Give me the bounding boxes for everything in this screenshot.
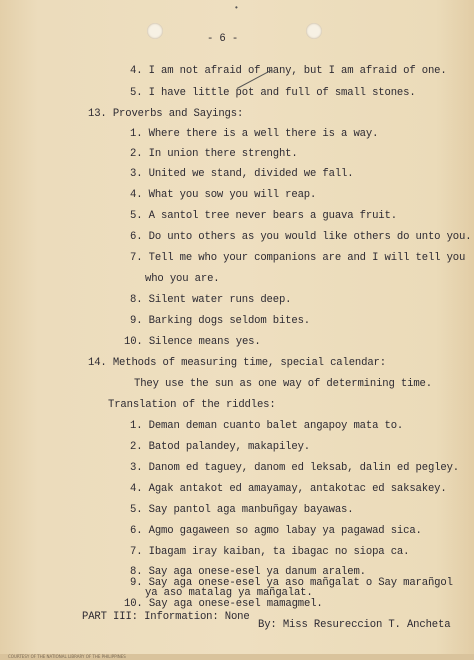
translation-heading: Translation of the riddles:: [108, 399, 276, 411]
proverb-line: 5. A santol tree never bears a guava fruit.: [130, 210, 397, 222]
translation-line-continued: ya aso matalag ya mañgalat.: [145, 587, 313, 599]
translation-line: 7. Ibagam iray kaiban, ta ibagac no siopa ca.: [130, 546, 410, 558]
proverb-line: 6. Do unto others as you would like others do unto you.: [130, 231, 472, 243]
author-credit: By: Miss Resureccion T. Ancheta: [258, 619, 451, 631]
translation-line: 6. Agmo gagaween so agmo labay ya pagawad sica.: [130, 525, 422, 537]
translation-line: 2. Batod palandey, makapiley.: [130, 441, 311, 453]
translation-line: 8. Say aga onese-esel ya danum aralem.: [130, 566, 366, 578]
proverb-line: 3. United we stand, divided we fall.: [130, 168, 354, 180]
proverb-line: 1. Where there is a well there is a way.: [130, 128, 379, 140]
pin-mark: •: [234, 4, 239, 13]
translation-line: 10. Say aga onese-esel mamagmel.: [124, 598, 323, 610]
proverb-line: 8. Silent water runs deep.: [130, 294, 292, 306]
methods-heading: 14. Methods of measuring time, special calendar:: [88, 357, 386, 369]
riddle-line-5: 5. I have little pot and full of small stones.: [130, 87, 416, 99]
part-three-information: PART III: Information: None: [82, 611, 250, 623]
methods-text: They use the sun as one way of determining time.: [134, 378, 432, 390]
archive-footer-note: COURTESY OF THE NATIONAL LIBRARY OF THE PHILIPPINES: [8, 654, 126, 659]
proverbs-heading: 13. Proverbs and Sayings:: [88, 108, 244, 120]
translation-line: 5. Say pantol aga manbuñgay bayawas.: [130, 504, 354, 516]
proverb-line: 9. Barking dogs seldom bites.: [130, 315, 311, 327]
proverb-line-continued: who you are.: [145, 273, 220, 285]
punch-hole-right: [306, 23, 322, 39]
translation-line: 1. Deman deman cuanto balet angapoy mata to.: [130, 420, 404, 432]
translation-line: 4. Agak antakot ed amayamay, antakotac ed saksakey.: [130, 483, 447, 495]
proverb-line: 2. In union there strenght.: [130, 148, 298, 160]
translation-line: 9. Say aga onese-esel ya aso mañgalat o Say marañgol: [130, 577, 453, 589]
translation-line: 3. Danom ed taguey, danom ed leksab, dalin ed pegley.: [130, 462, 459, 474]
page-number: - 6 -: [207, 33, 239, 45]
proverb-line: 4. What you sow you will reap.: [130, 189, 317, 201]
punch-hole-left: [147, 23, 163, 39]
proverb-line: 10. Silence means yes.: [124, 336, 261, 348]
proverb-line: 7. Tell me who your companions are and I will tell you: [130, 252, 466, 264]
riddle-line-4: 4. I am not afraid of many, but I am afraid of one.: [130, 65, 447, 77]
